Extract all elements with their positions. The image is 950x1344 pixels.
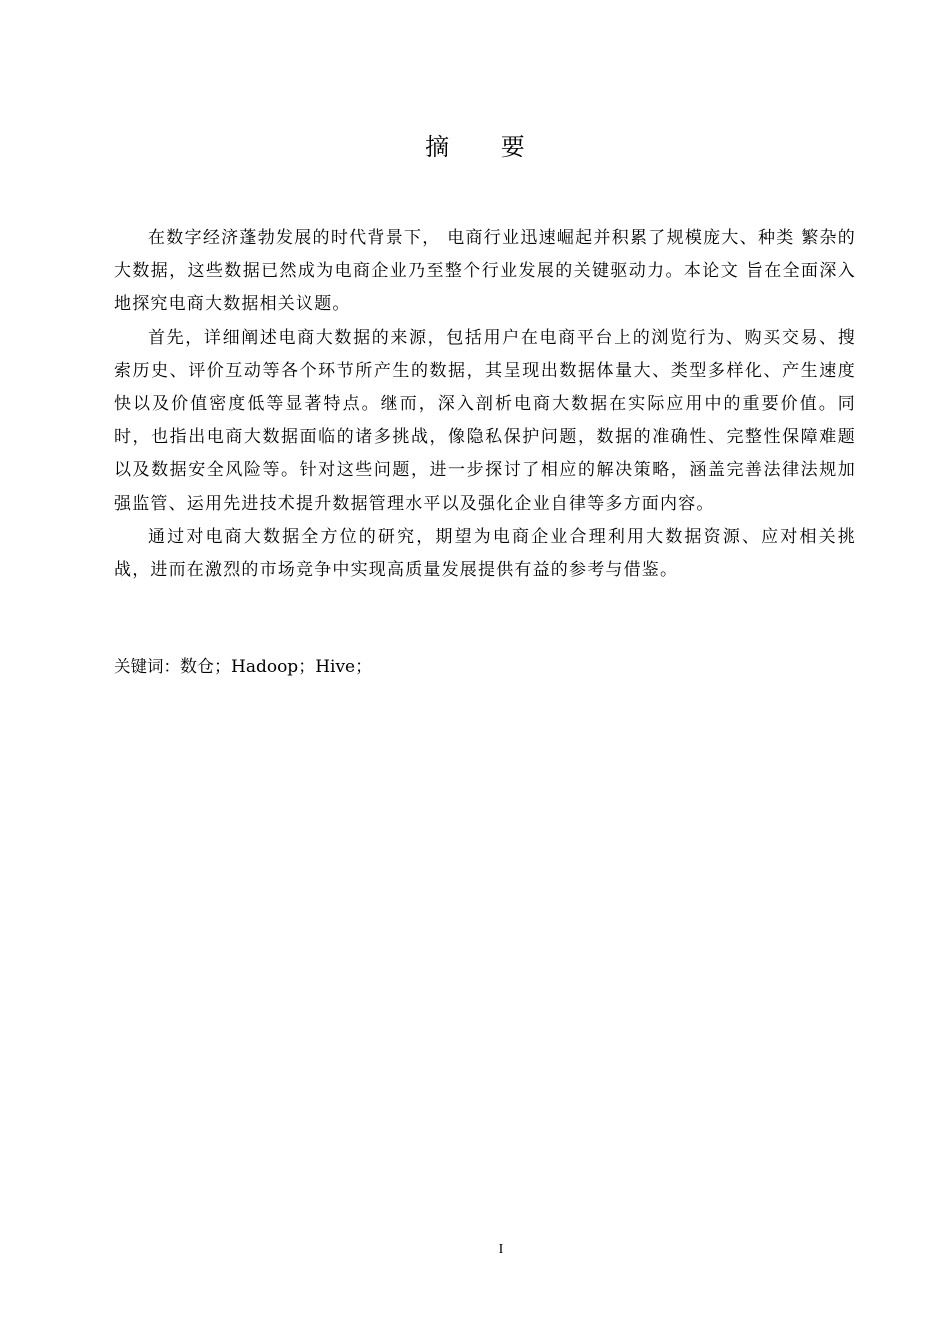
page-number: I [498,1242,504,1257]
keywords-value: 数仓；Hadoop；Hive； [180,657,373,677]
abstract-paragraph-1: 在数字经济蓬勃发展的时代背景下， 电商行业迅速崛起并积累了规模庞大、种类 繁杂的大数据，这些数据已然成为电商企业乃至整个行业发展的关键驱动力。本论文 旨在全面深入地探究电商大数据相关议题。 [114,228,856,315]
abstract-paragraph-3: 通过对电商大数据全方位的研究，期望为电商企业合理利用大数据资源、应对相关挑战，进而在激烈的市场竞争中实现高质量发展提供有益的参考与借鉴。 [114,526,856,581]
keywords-line [114,652,856,682]
keywords-label: 关键词： [114,657,180,676]
abstract-paragraph-2: 首先，详细阐述电商大数据的来源，包括用户在电商平台上的浏览行为、购买交易、搜索历史、评价互动等各个环节所产生的数据，其呈现出数据体量大、类型多样化、产生速度快以及价值密度低等显著特点。继而，深入剖析电商大数据在实际应用中的重要价值。同时，也指出电商大数据面临的诸多挑战，像隐私保护问题，数据的准确性、完整性保障难题以及数据安全风险等。针对这些问题，进一步探讨了相应的解决策略，涵盖完善法律法规加强监管、运用先进技术提升数据管理水平以及强化企业自律等多方面内容。 [114,327,856,514]
abstract-title: 摘 要 [425,133,547,161]
abstract-body [114,222,856,587]
